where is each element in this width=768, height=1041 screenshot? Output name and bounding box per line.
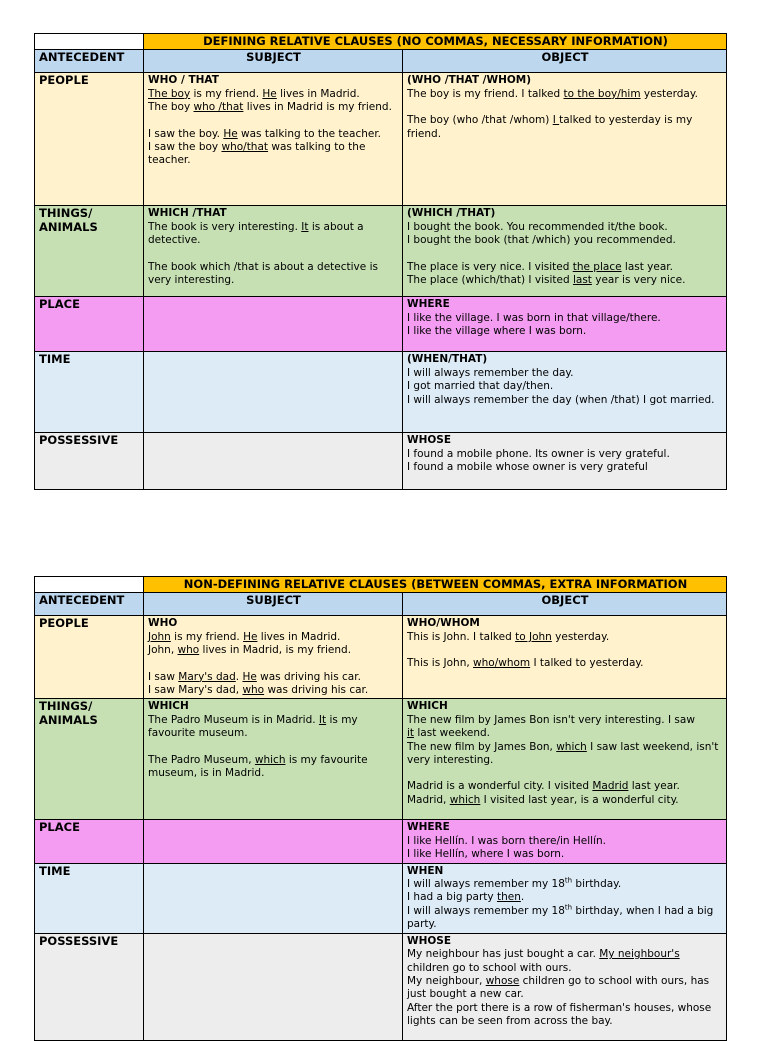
pronoun-heading: WHICH	[148, 700, 189, 713]
example-line: I will always remember the day (when /that) I got married.	[407, 393, 715, 406]
antecedent-label: THINGS/ ANIMALS	[35, 699, 144, 820]
example-line: I like Hellín, where I was born.	[407, 848, 565, 861]
example-line: After the port there is a row of fisherman's houses, whose lights can be seen from across the bay.	[407, 1001, 715, 1028]
example-line: it last weekend.	[407, 727, 490, 740]
antecedent-label: POSSESSIVE	[35, 433, 144, 490]
pronoun-heading: WHERE	[407, 821, 450, 834]
subject-cell	[144, 73, 403, 206]
subject-cell	[144, 433, 403, 490]
row-things	[35, 206, 727, 297]
row-time	[35, 352, 727, 433]
example-line: I like the village where I was born.	[407, 325, 587, 338]
pronoun-heading: WHO	[148, 617, 178, 630]
header-subject: SUBJECT	[144, 593, 403, 616]
example-line: I had a big party then.	[407, 891, 525, 904]
defining-table	[34, 33, 727, 490]
example-line: I will always remember my 18th birthday, when I had a big party.	[407, 903, 717, 931]
line-gap	[148, 741, 399, 754]
example-line: I like Hellín. I was born there/in Hellín.	[407, 834, 607, 847]
row-people	[35, 616, 727, 699]
header-antecedent: ANTECEDENT	[35, 593, 144, 616]
row-place	[35, 297, 727, 352]
row-things	[35, 699, 727, 820]
line-gap	[407, 101, 723, 114]
pronoun-heading: WHOSE	[407, 934, 452, 947]
line-gap	[407, 767, 723, 780]
row-time	[35, 863, 727, 933]
example-line: This is John. I talked to John yesterday.	[407, 630, 610, 643]
antecedent-label: THINGS/ ANIMALS	[35, 206, 144, 297]
object-cell	[403, 863, 727, 933]
example-line: I saw Mary's dad. He was driving his car.	[148, 670, 361, 683]
example-line: John is my friend. He lives in Madrid.	[148, 630, 341, 643]
subject-cell	[144, 820, 403, 863]
line-gap	[148, 248, 399, 261]
example-line: I got married that day/then.	[407, 380, 554, 393]
example-line: The book is very interesting. It is about a detective.	[148, 220, 367, 247]
example-line: John, who lives in Madrid, is my friend.	[148, 644, 352, 657]
pronoun-heading: WHICH	[407, 700, 448, 713]
header-subject: SUBJECT	[144, 50, 403, 73]
example-line: I will always remember my 18th birthday.	[407, 876, 622, 891]
pronoun-heading: WHO / THAT	[148, 74, 219, 87]
antecedent-label: PEOPLE	[35, 616, 144, 699]
blank-corner	[35, 34, 144, 50]
subject-cell	[144, 616, 403, 699]
example-line: The place is very nice. I visited the place last year.	[407, 260, 673, 273]
subject-cell	[144, 352, 403, 433]
header-object: OBJECT	[403, 50, 727, 73]
object-cell	[403, 933, 727, 1040]
example-line: I saw the boy who/that was talking to the teacher.	[148, 141, 369, 167]
example-line: I bought the book. You recommended it/the book.	[407, 220, 668, 233]
object-cell	[403, 352, 727, 433]
pronoun-heading: WHO/WHOM	[407, 617, 480, 630]
subject-cell	[144, 206, 403, 297]
example-line: My neighbour, whose children go to school with ours, has just bought a new car.	[407, 974, 713, 1001]
line-gap	[407, 248, 723, 261]
header-antecedent: ANTECEDENT	[35, 50, 144, 73]
pronoun-heading: WHICH /THAT	[148, 207, 227, 220]
example-line: I bought the book (that /which) you recommended.	[407, 234, 676, 247]
antecedent-label: POSSESSIVE	[35, 933, 144, 1040]
example-line: I will always remember the day.	[407, 366, 574, 379]
row-possessive	[35, 933, 727, 1040]
pronoun-heading: (WHEN/THAT)	[407, 353, 488, 366]
object-cell	[403, 820, 727, 863]
subject-cell	[144, 863, 403, 933]
example-line: Madrid is a wonderful city. I visited Madrid last year.	[407, 780, 680, 793]
row-place	[35, 820, 727, 863]
antecedent-label: PEOPLE	[35, 73, 144, 206]
example-line: The book which /that is about a detective is very interesting.	[148, 260, 382, 287]
object-cell	[403, 297, 727, 352]
example-line: I found a mobile whose owner is very grateful	[407, 461, 648, 474]
antecedent-label: TIME	[35, 352, 144, 433]
line-gap	[148, 115, 399, 128]
example-line: The boy who /that lives in Madrid is my friend.	[148, 101, 392, 114]
example-line: Madrid, which I visited last year, is a wonderful city.	[407, 793, 679, 806]
table-title: DEFINING RELATIVE CLAUSES (NO COMMAS, NECESSARY INFORMATION)	[144, 34, 727, 50]
example-line: This is John, who/whom I talked to yesterday.	[407, 657, 644, 670]
pronoun-heading: WHERE	[407, 298, 450, 311]
example-line: I saw Mary's dad, who was driving his car.	[148, 684, 369, 697]
pronoun-heading: (WHO /THAT /WHOM)	[407, 74, 532, 87]
example-line: The boy (who /that /whom) I talked to yesterday is my friend.	[407, 114, 696, 140]
example-line: The Padro Museum is in Madrid. It is my favourite museum.	[148, 713, 361, 740]
subject-cell	[144, 297, 403, 352]
object-cell	[403, 699, 727, 820]
object-cell	[403, 616, 727, 699]
blank-corner	[35, 577, 144, 593]
line-gap	[407, 644, 723, 657]
example-line: My neighbour has just bought a car. My neighbour's children go to school with ours.	[407, 948, 684, 974]
subject-cell	[144, 933, 403, 1040]
example-line: The new film by James Bon isn't very interesting. I saw	[407, 713, 695, 726]
example-line: The boy is my friend. I talked to the boy/him yesterday.	[407, 87, 698, 100]
example-line: The Padro Museum, which is my favourite museum, is in Madrid.	[148, 753, 371, 780]
object-cell	[403, 433, 727, 490]
antecedent-label: PLACE	[35, 297, 144, 352]
line-gap	[148, 658, 399, 671]
example-line: I like the village. I was born in that village/there.	[407, 311, 661, 324]
example-line: The place (which/that) I visited last year is very nice.	[407, 274, 686, 287]
subject-cell	[144, 699, 403, 820]
pronoun-heading: WHEN	[407, 864, 444, 877]
example-line: The new film by James Bon, which I saw last weekend, isn't very interesting.	[407, 740, 722, 767]
example-line: I found a mobile phone. Its owner is very grateful.	[407, 447, 670, 460]
non-defining-table	[34, 576, 727, 1041]
pronoun-heading: (WHICH /THAT)	[407, 207, 496, 220]
example-line: The boy is my friend. He lives in Madrid.	[148, 87, 360, 100]
object-cell	[403, 206, 727, 297]
object-cell	[403, 73, 727, 206]
row-people	[35, 73, 727, 206]
pronoun-heading: WHOSE	[407, 434, 452, 447]
antecedent-label: PLACE	[35, 820, 144, 863]
row-possessive	[35, 433, 727, 490]
antecedent-label: TIME	[35, 863, 144, 933]
header-object: OBJECT	[403, 593, 727, 616]
example-line: I saw the boy. He was talking to the teacher.	[148, 127, 382, 140]
table-title: NON-DEFINING RELATIVE CLAUSES (BETWEEN COMMAS, EXTRA INFORMATION	[144, 577, 727, 593]
